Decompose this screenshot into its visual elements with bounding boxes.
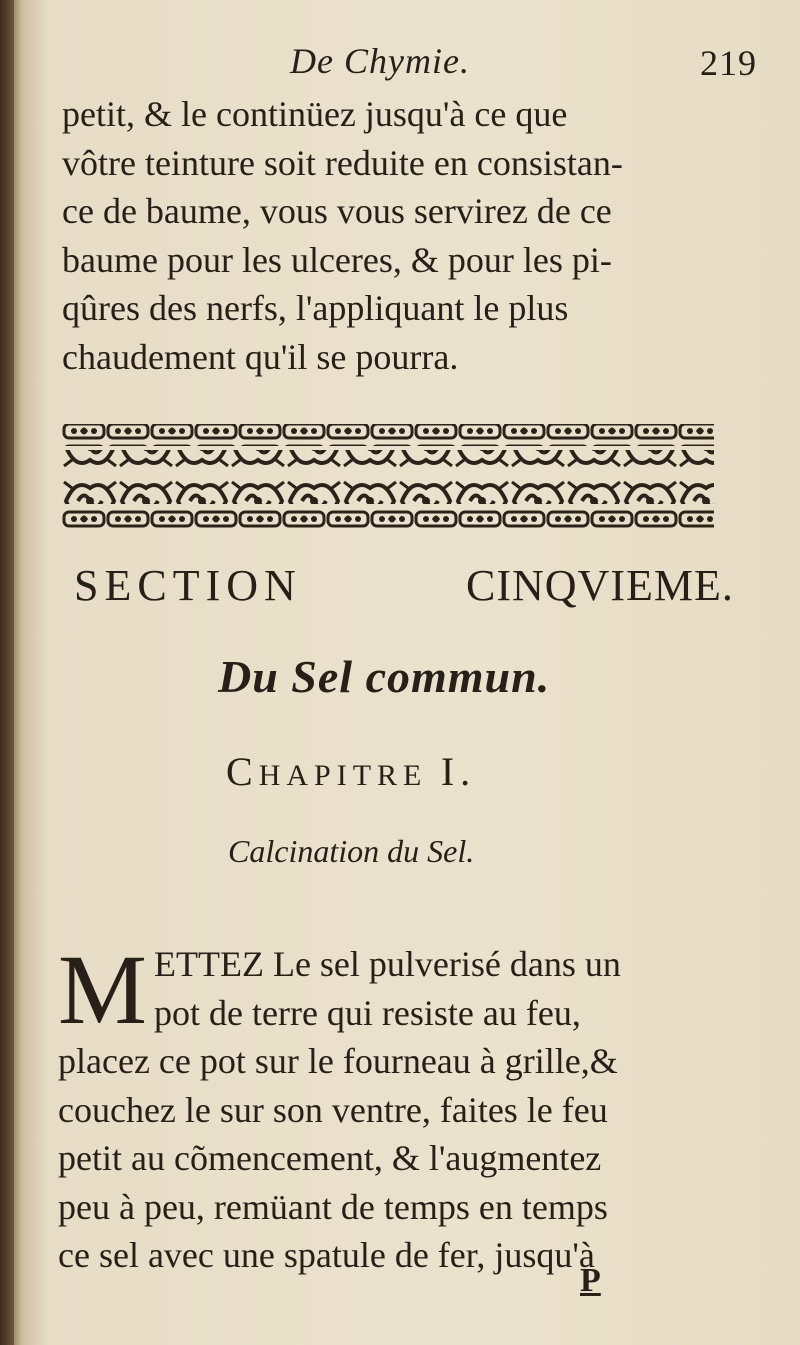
text-line: placez ce pot sur le fourneau à grille,& [58, 1041, 618, 1081]
text-line: ce de baume, vous vous servirez de ce [62, 191, 612, 231]
chapter-title: Calcination du Sel. [228, 833, 475, 869]
drop-cap: M [58, 934, 147, 1045]
text-line: petit, & le continüez jusqu'à ce que [62, 94, 568, 134]
text-line: chaudement qu'il se pourra. [62, 336, 459, 377]
text-line: ce sel avec une spatule de fer, jusqu'à [58, 1235, 595, 1275]
signature-mark: P [580, 1262, 601, 1299]
chapter-initial: C [226, 749, 259, 794]
text-line: pot de terre qui resiste au feu, [154, 992, 581, 1033]
text-line: vôtre teinture soit reduite en consistan- [62, 142, 623, 183]
subject-title: Du Sel commun. [218, 651, 551, 702]
running-title: De Chymie. [290, 41, 470, 81]
chapter-number: I. [440, 749, 477, 794]
chapter-label: HAPITRE [258, 759, 428, 792]
text-line: couchez le sur son ventre, faites le feu [58, 1089, 608, 1130]
printer-ornament-band [62, 420, 714, 530]
running-head [60, 40, 760, 90]
body-paragraph [58, 934, 728, 1280]
text-line: ETTEZ Le sel pulverisé dans un [154, 944, 621, 984]
section-heading [74, 560, 734, 616]
text-line: peu à peu, remüant de temps en temps [58, 1186, 608, 1227]
page-number: 219 [700, 43, 757, 83]
section-word: SECTION [74, 561, 302, 610]
top-paragraph [62, 90, 722, 381]
section-number-word: CINQVIEME. [466, 561, 734, 610]
binding-edge [0, 0, 14, 1345]
text-line: baume pour les ulceres, & pour les pi- [62, 239, 612, 280]
text-line: petit au cõmencement, & l'augmentez [58, 1138, 602, 1178]
chapter-heading [226, 748, 476, 795]
text-line: qûres des nerfs, l'appliquant le plus [62, 288, 569, 328]
